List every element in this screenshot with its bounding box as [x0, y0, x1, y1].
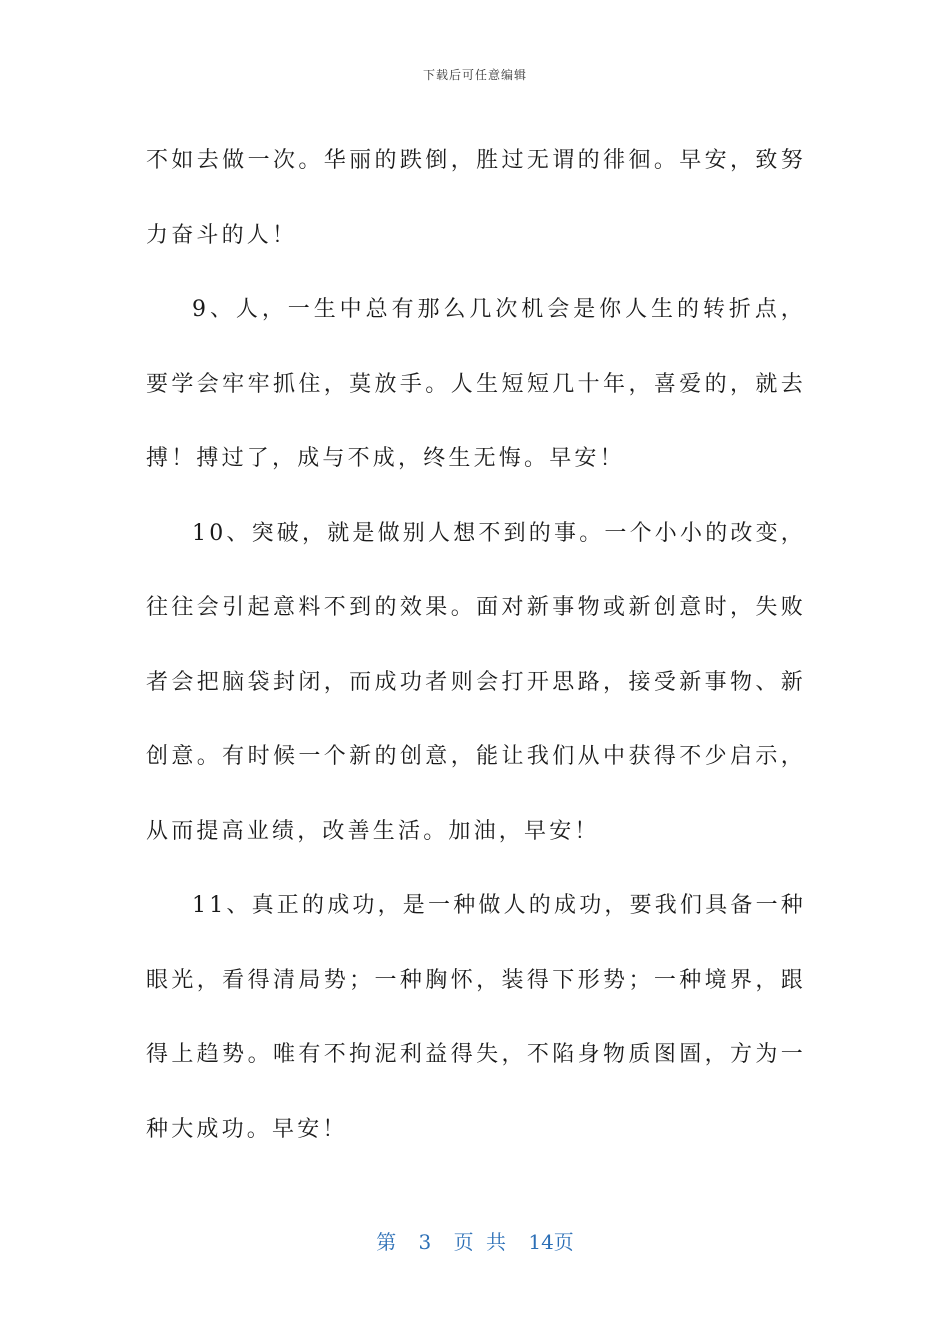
document-body — [146, 124, 806, 1167]
current-page-number: 3 — [418, 1230, 432, 1254]
page-label: 第 — [376, 1230, 397, 1254]
paragraph: 10、突破，就是做别人想不到的事。一个小小的改变，往往会引起意料不到的效果。面对新事物或新创意时，失败者会把脑袋封闭，而成功者则会打开思路，接受新事物、新创意。有时候一个新的创意，能让我们从中获得不少启示，从而提高业绩，改善生活。加油，早安！ — [146, 520, 806, 844]
page-of-label: 页 共 — [453, 1230, 506, 1254]
page-footer — [0, 1226, 950, 1255]
paragraph: 9、人，一生中总有那么几次机会是你人生的转折点，要学会牢牢抓住，莫放手。人生短短几十年，喜爱的，就去搏！搏过了，成与不成，终生无悔。早安！ — [146, 297, 806, 471]
paragraph: 11、真正的成功，是一种做人的成功，要我们具备一种眼光，看得清局势；一种胸怀，装得下形势；一种境界，跟得上趋势。唯有不拘泥利益得失，不陷身物质图圄，方为一种大成功。早安！ — [146, 893, 806, 1142]
total-pages: 14页 — [528, 1230, 574, 1254]
paragraph: 不如去做一次。华丽的跌倒，胜过无谓的徘徊。早安，致努力奋斗的人！ — [146, 148, 806, 248]
page-header: 下载后可任意编辑 — [422, 68, 527, 82]
